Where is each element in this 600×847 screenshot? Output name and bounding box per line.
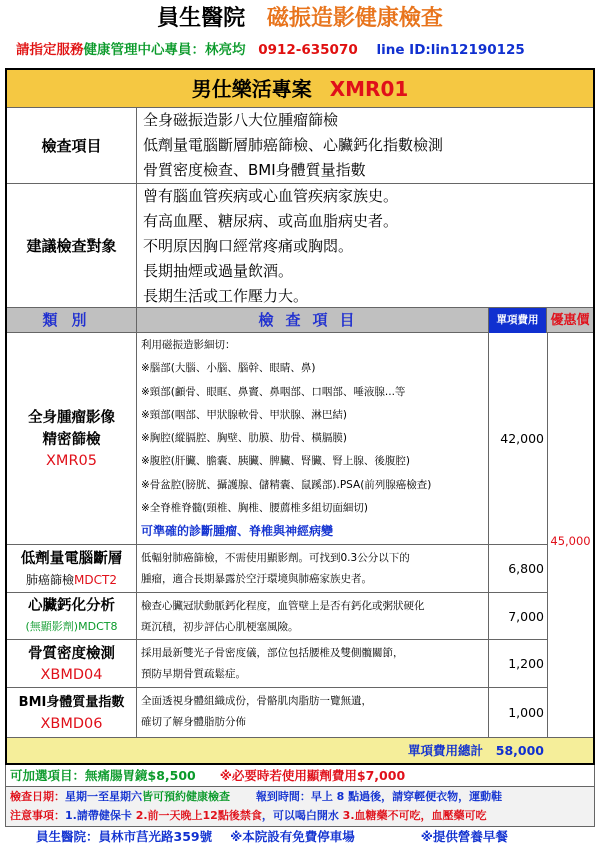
target-item: 曾有腦血管疾病或心血管疾病家族史。 — [143, 187, 399, 205]
detail-line: 採用最新雙光子骨密度儀，部位包括腰椎及雙側髖關節， — [141, 647, 404, 659]
exam-items-list — [143, 108, 587, 183]
row-details — [137, 545, 489, 592]
contact-line-id: line ID:lin12190125 — [376, 42, 525, 58]
row-details — [137, 688, 489, 737]
row-price: 6,800 — [508, 561, 544, 576]
exam-item: 骨質密度檢查、BMI身體質量指數 — [143, 161, 366, 179]
row-category — [7, 688, 137, 737]
notes-date-text: 星期一至星期六 — [65, 790, 142, 803]
discount-price: 45,000 — [550, 534, 591, 548]
category-name: 心臟鈣化分析 — [28, 598, 115, 614]
category-code: XMR05 — [46, 452, 97, 469]
contact-line — [0, 38, 600, 62]
target-label: 建議檢查對象 — [7, 184, 137, 307]
detail-line: 確切了解身體脂肪分佈 — [141, 716, 246, 728]
category-name: BMI身體質量指數 — [18, 694, 125, 710]
category-name: 骨質密度檢測 — [28, 645, 115, 662]
row-category — [7, 333, 137, 544]
footer-breakfast: ※提供營養早餐 — [420, 829, 508, 844]
addon-endoscopy: 可加選項目：無痛腸胃鏡$8,500 — [10, 768, 196, 783]
plan-table — [5, 68, 595, 765]
column-header — [7, 308, 593, 333]
contact-center: 健康管理中心專員：林亮均 — [83, 42, 246, 58]
row-price: 42,000 — [500, 431, 544, 446]
detail-line: 預防早期骨質疏鬆症。 — [141, 668, 246, 680]
detail-line: ※腹腔(肝臟、膽囊、胰臟、脾臟、腎臟、腎上腺、後腹腔) — [141, 455, 410, 468]
page-title: 磁振造影健康檢查 — [266, 6, 443, 31]
category-code: XBMD06 — [40, 715, 103, 732]
detail-line: 腫瘤，適合長期暴露於空汙環境與肺癌家族史者。 — [141, 573, 372, 585]
detail-line: 全面透視身體組織成份，骨骼肌肉脂肪一覽無遺， — [141, 695, 372, 707]
col-discount: 優惠價 — [550, 313, 590, 328]
row-category — [7, 593, 137, 639]
table-row — [7, 640, 547, 688]
row-category — [7, 640, 137, 687]
category-code: MDCT2 — [74, 572, 117, 587]
target-list — [143, 184, 587, 309]
detail-line: ※全脊椎脊髓(頸椎、胸椎、腰薦椎多組切面細切) — [141, 502, 368, 515]
table-row — [7, 593, 547, 640]
exam-items-label: 檢查項目 — [7, 108, 137, 183]
target-item: 有高血壓、糖尿病、或高血脂病史者。 — [143, 212, 399, 230]
category-sub: (無顯影劑) — [25, 620, 79, 633]
detail-line: ※腦部(大腦、小腦、腦幹、眼睛、鼻) — [141, 362, 316, 375]
table-row — [7, 333, 547, 545]
target-section — [7, 184, 593, 308]
col-item: 檢查項目 — [137, 308, 489, 333]
notes-attention-line — [10, 806, 594, 825]
col-category: 類別 — [7, 308, 137, 333]
notes-attn-1: 1.請帶健保卡 — [65, 809, 132, 822]
detail-line: 檢查心臟冠狀動脈鈣化程度，血管壁上是否有鈣化或粥狀硬化 — [141, 600, 425, 612]
target-item: 長期生活或工作壓力大。 — [143, 287, 309, 305]
category-sub: 肺癌篩檢 — [26, 572, 75, 587]
detail-line: ※頸部(咽部、甲狀腺軟骨、甲狀腺、淋巴結) — [141, 408, 347, 421]
total-row — [7, 737, 593, 763]
row-category — [7, 545, 137, 592]
plan-title — [7, 70, 593, 108]
total-value: 58,000 — [495, 743, 544, 758]
detail-line: ※胸腔(縱膈腔、胸壁、肋膜、肋骨、橫膈膜) — [141, 432, 347, 445]
table-row — [7, 688, 547, 737]
page-header — [0, 2, 600, 36]
discount-cell — [547, 333, 593, 749]
total-label: 單項費用總計 — [407, 743, 483, 758]
notes-attn-3: ，可以喝白開水 — [261, 809, 339, 822]
target-item: 不明原因胸口經常疼痛或胸悶。 — [143, 237, 354, 255]
detail-line: 利用磁振造影細切： — [141, 339, 236, 351]
detail-highlight: 可準確的診斷腫瘤、脊椎與神經病變 — [141, 524, 334, 539]
row-price: 1,000 — [508, 705, 544, 720]
exam-item: 低劑量電腦斷層肺癌篩檢、心臟鈣化指數檢測 — [143, 136, 444, 154]
detail-line: ※頸部(顱骨、眼眶、鼻竇、鼻咽部、口咽部、唾液腺...等 — [141, 385, 406, 398]
notes-attn-4: 3.血糖藥不可吃，血壓藥可吃 — [342, 809, 487, 822]
hospital-name: 員生醫院 — [157, 6, 246, 31]
category-name: 精密篩檢 — [42, 431, 101, 448]
detail-line: 低輻射肺癌篩檢，不需使用顯影劑。可找到0.3公分以下的 — [141, 552, 410, 564]
row-price: 1,200 — [508, 656, 544, 671]
footer — [0, 827, 600, 847]
addon-contrast: ※必要時若使用顯劑費用$7,000 — [219, 768, 406, 783]
detail-line: 斑沉積，初步評估心肌梗塞風險。 — [141, 621, 299, 633]
category-name: 全身腫瘤影像 — [28, 409, 115, 426]
category-code: XBMD04 — [40, 666, 103, 683]
category-name: 低劑量電腦斷層 — [20, 550, 123, 567]
detail-line: ※骨盆腔(膀胱、攝護腺、儲精囊、鼠蹊部).PSA(前列腺癌檢查) — [141, 478, 432, 491]
row-details — [137, 593, 489, 639]
contact-phone: 0912-635070 — [258, 42, 358, 58]
exam-items-section — [7, 108, 593, 184]
notes-date-key: 檢查日期： — [10, 790, 65, 803]
exam-item: 全身磁振造影八大位腫瘤篩檢 — [143, 111, 339, 129]
category-code: MDCT8 — [78, 620, 118, 633]
row-price: 7,000 — [508, 608, 544, 624]
notes-attn-2: 2.前一天晚上12點後禁食 — [135, 809, 262, 822]
notes-date-line — [10, 787, 594, 806]
contact-prefix: 請指定服務 — [16, 42, 84, 58]
notes-date-text2: 皆可預約健康檢查 — [142, 790, 230, 803]
row-details — [137, 640, 489, 687]
plan-name: 男仕樂活專案 — [191, 77, 312, 101]
footer-address: 員生醫院：員林市莒光路359號 — [36, 829, 213, 844]
row-details — [137, 333, 489, 544]
target-item: 長期抽煙或過量飲酒。 — [143, 262, 294, 280]
notes-attn-key: 注意事項： — [10, 809, 65, 822]
notes-box — [5, 787, 595, 827]
notes-time-text: 報到時間：早上 8 點過後，請穿輕便衣物，運動鞋 — [255, 790, 503, 803]
footer-parking: ※本院設有免費停車場 — [230, 829, 355, 844]
table-row — [7, 545, 547, 593]
plan-code: XMR01 — [329, 77, 409, 101]
addon-options — [5, 765, 595, 787]
col-price: 單項費用 — [489, 308, 547, 333]
